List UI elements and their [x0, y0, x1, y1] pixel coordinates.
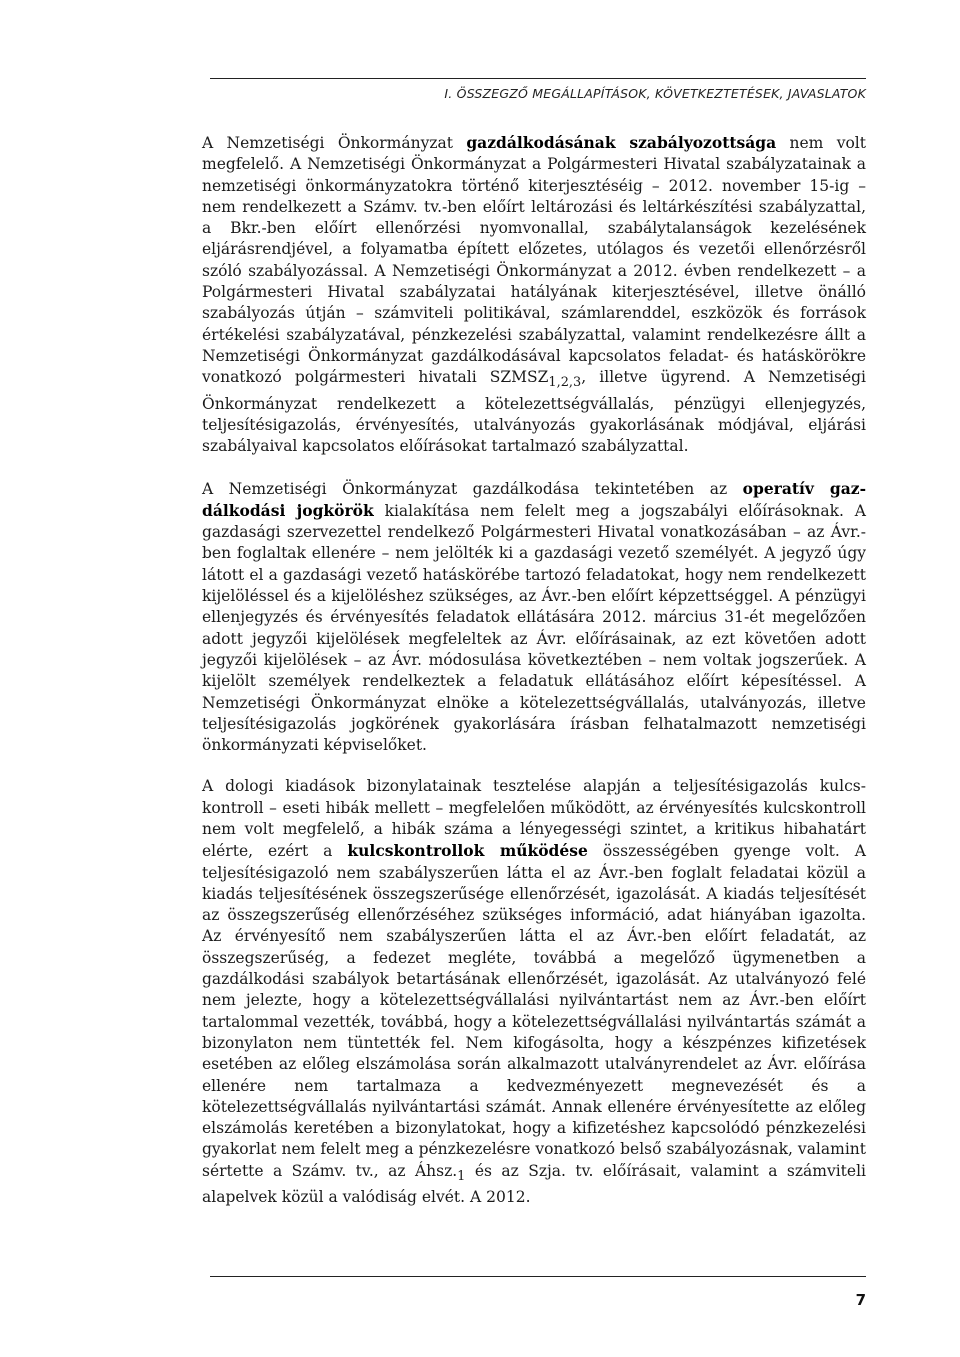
text-run: A dologi kiadások bizonylatainak tesztelése alapján a teljesítésigazolás kulcskontroll – eseti hibák mellett – megfelelően működött, az érvényesítés kulcskontroll nem volt megfelelő, a hibák száma a lényegességi szintet, a kritikus hibahatárt elérte, ezért a — [202, 777, 866, 861]
paragraph-gazdalkodas-szabalyozottsaga — [202, 132, 866, 458]
text-run: A Nemzetiségi Önkormányzat gazdálkodása tekintetében az — [202, 479, 743, 498]
paragraph-kulcskontrollok — [202, 776, 866, 1208]
text-run: , illetve ügyrend. A Nemzetiségi Önkormányzat rendelkezett a kötelezettségvállalás, pénzügyi ellenjegyzés, teljesítésigazolás, érvényesítés, utalványozás gyakorlásának módjával, eljárási szabályaival kapcsolatos előírásokat tartalmazó szabályzattal. — [202, 368, 867, 456]
footer-rule — [210, 1276, 866, 1277]
text-run: összességében gyenge volt. A teljesítésigazoló nem szabályszerűen látta el az Ávr.-ben foglalt feladatai közül a kiadás teljesítésének összegszerűsége ellenőrzését, igazolását. A kiadás teljesítését az összegszerűség ellenőrzéséhez szükséges információ, adat hiányában igazolta. Az érvényesítő nem szabályszerűen látta el az Ávr.-ben előírt feladatát, az összegszerűség, a fedezet megléte, továbbá a megelőző ügymenetben a gazdálkodási szabályok betartásának ellenőrzését, igazolását. Az utalványozó felé nem jelezte, hogy a kötelezettségvállalási nyilvántartást nem az Ávr.-ben előírt tartalommal vezették, továbbá, hogy a kötelezettségvállalási nyilvántartás számát a bizonylaton nem tüntették fel. Nem kifogásolta, hogy a készpénzes kifizetések esetében az előleg elszámolása során alkalmazott utalványrendelet az Ávr. előírása ellenére nem tartalmaza a kedvezményezett megnevezését és a kötelezettségvállalás nyilvántartási számát. Annak ellenére érvényesítette az előleg elszámolás keretében a bizonylatokat, hogy a kifizetéshez kapcsolódó pénzkezelési gyakorlat nem felelt meg a pénzkezelésre vonatkozó belső szabályozásnak, valamint sértette a Számv. tv., az Áhsz. — [202, 842, 866, 1180]
emphasized-phrase: kulcskontrollok működése — [347, 841, 588, 861]
text-run: és az Szja. tv. előírásait, valamint a számviteli alapelvek közül a valódiság elvét. A 2012. — [202, 1161, 866, 1207]
section-header: I. ÖSSZEGZŐ MEGÁLLAPÍTÁSOK, KÖVETKEZTETÉSEK, JAVASLATOK — [444, 86, 866, 101]
text-run: nem volt megfelelő. A Nemzetiségi Önkormányzat a Polgármesteri Hivatal szabályzatainak a nemzetiségi önkormányzatokra történő kiterjesztéséig – 2012. november 15-ig – nem rendelkezett a Számv. tv.-ben előírt leltározási és leltárkészítési szabályzattal, a Bkr.-ben előírt ellenőrzési nyomvonallal, szabálytalanságok kezelésének eljárásrendjével, a folyamatba épített előzetes, utólagos és vezetői ellenőrzésről szóló szabályozással. A Nemzetiségi Önkormányzat a 2012. évben rendelkezett – a Polgármesteri Hivatal szabályzatai hatályának kiterjesztésével, illetve önálló szabályozás útján – számviteli politikával, számlarenddel, eszközök és források értékelési szabályzatával, pénzkezelési szabályzattal, valamint rendelkezésre állt a Nemzetiségi Önkormányzat gazdálkodásával kapcsolatos feladat- és hatáskörökre vonatkozó polgármesteri hivatali SZMSZ — [202, 134, 866, 387]
subscript-text: 1,2,3 — [548, 375, 582, 391]
header-rule — [210, 78, 866, 79]
page-number: 7 — [855, 1291, 866, 1309]
subscript-text: 1 — [457, 1168, 466, 1184]
document-body — [202, 132, 866, 1228]
emphasized-phrase: operatív gazdálkodási jogkörök — [202, 478, 866, 520]
emphasized-phrase: gazdálkodásának szabályozottsága — [466, 133, 777, 152]
text-run: kialakítása nem felelt meg a jogszabályi előírásoknak. A gazdasági szervezettel rendelkező Polgármesteri Hivatal vonatkozásában – az Ávr.-ben foglaltak ellenére – nem jelölték ki a gazdasági vezető személyét. A jegyző úgy látott el a gazdasági vezető hatáskörébe tartozó feladatokat, hogy nem rendelkezett kijelöléssel és a kijelöléshez szükséges, az Ávr.-ben előírt képzettséggel. A pénzügyi ellenjegyzés és érvényesítés feladatok ellátására 2012. március 31-ét megelőzően adott jegyzői kijelölések megfeleltek az Ávr. előírásainak, az ezt követően adott jegyzői kijelölések – az Ávr. módosulása következtében – nem voltak jogszerűek. A kijelölt személyek rendelkeztek a feladatuk ellátásához előírt képesítéssel. A Nemzetiségi Önkormányzat elnöke a kötelezettségvállalás, utalványozás, illetve teljesítésigazolás jogkörének gyakorlására írásban felhatalmazott nemzetiségi önkormányzati képviselőket. — [202, 501, 866, 755]
text-run: A Nemzetiségi Önkormányzat — [202, 134, 467, 152]
paragraph-operativ-jogkorok — [202, 478, 866, 757]
